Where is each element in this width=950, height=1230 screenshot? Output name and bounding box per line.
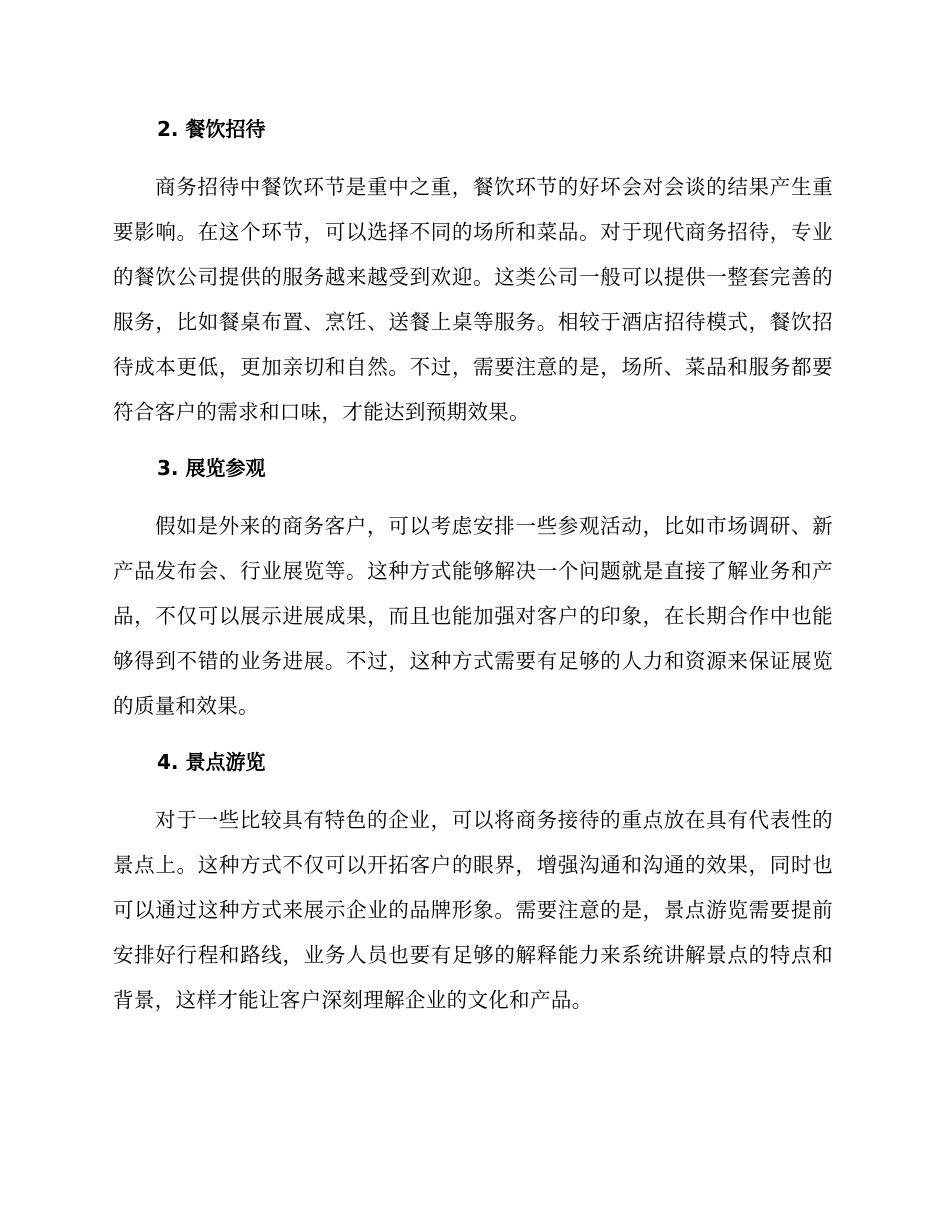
section-paragraph: 对于一些比较具有特色的企业，可以将商务接待的重点放在具有代表性的景点上。这种方式不仅可以开拓客户的眼界，增强沟通和沟通的效果，同时也可以通过这种方式来展示企业的品牌形象。需要注意的是，景点游览需要提前安排好行程和路线，业务人员也要有足够的解释能力来系统讲解景点的特点和背景，这样才能让客户深刻理解企业的文化和产品。 [113,808,833,1012]
section-paragraph: 商务招待中餐饮环节是重中之重，餐饮环节的好坏会对会谈的结果产生重要影响。在这个环节，可以选择不同的场所和菜品。对于现代商务招待，专业的餐饮公司提供的服务越来越受到欢迎。这类公司一般可以提供一整套完善的服务，比如餐桌布置、烹饪、送餐上桌等服务。相较于酒店招待模式，餐饮招待成本更低，更加亲切和自然。不过，需要注意的是，场所、菜品和服务都要符合客户的需求和口味，才能达到预期效果。 [113,175,833,424]
section-heading: 4. 景点游览 [157,750,266,774]
section-paragraph: 假如是外来的商务客户，可以考虑安排一些参观活动，比如市场调研、新产品发布会、行业展览等。这种方式能够解决一个问题就是直接了解业务和产品，不仅可以展示进展成果，而且也能加强对客户的印象，在长期合作中也能够得到不错的业务进展。不过，这种方式需要有足够的人力和资源来保证展览的质量和效果。 [113,514,833,718]
section-heading: 2. 餐饮招待 [157,117,266,141]
section-heading: 3. 展览参观 [157,456,266,480]
